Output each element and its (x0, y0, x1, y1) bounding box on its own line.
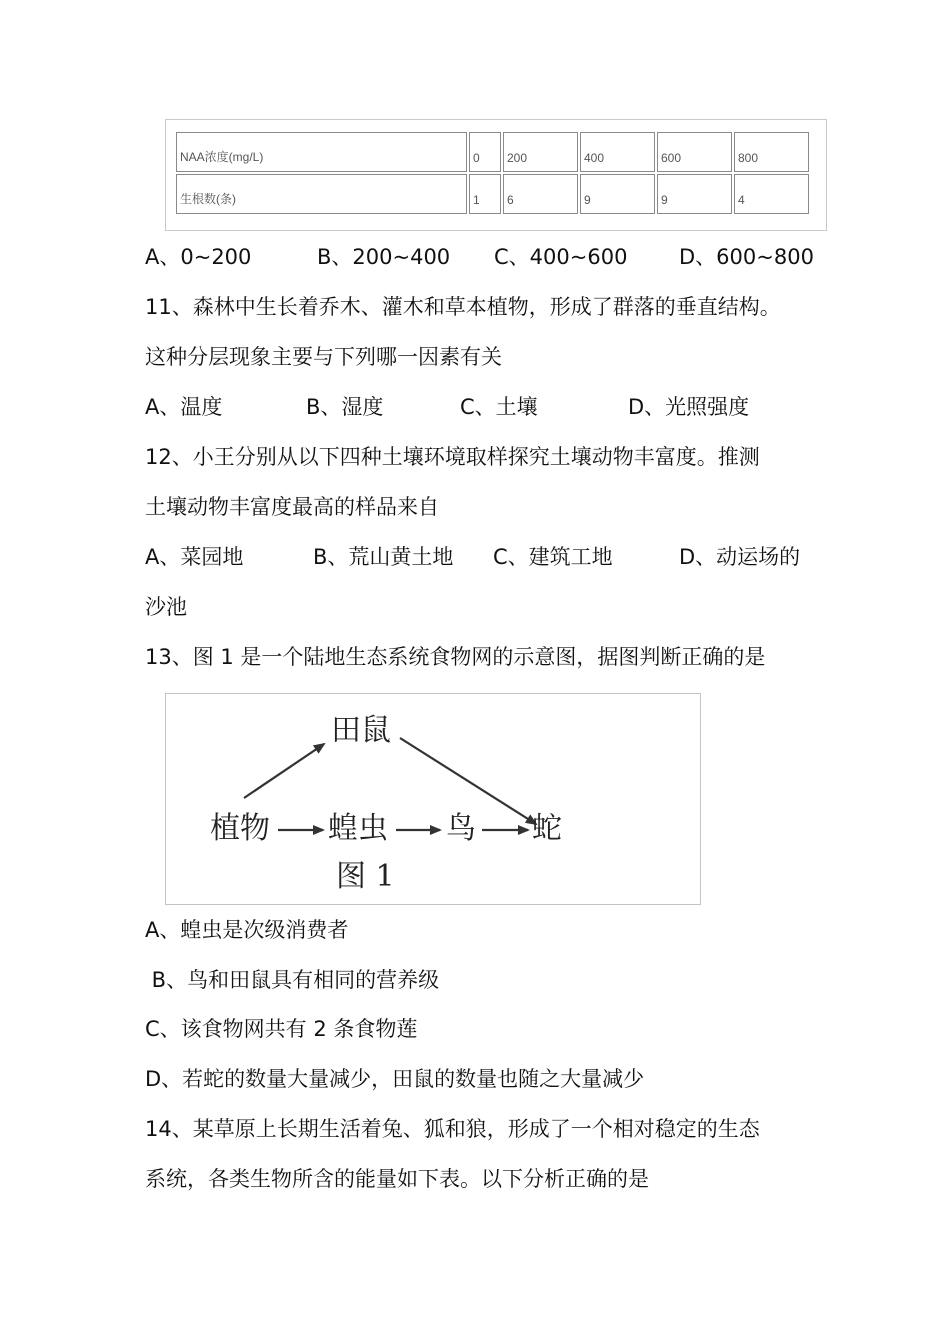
table-cell: 9 (657, 174, 732, 214)
food-web-arrows (166, 694, 702, 906)
node-bird: 鸟 (446, 811, 476, 846)
table-cell: 0 (469, 132, 501, 172)
q11-option-a: A、温度 (145, 395, 223, 419)
q14-stem-line1: 14、某草原上长期生活着兔、狐和狼，形成了一个相对稳定的生态 (145, 1117, 760, 1141)
naa-table (174, 130, 811, 216)
q13-option-a: A、蝗虫是次级消费者 (145, 918, 349, 942)
q10-option-d: D、600~800 (679, 245, 814, 269)
table-cell: 800 (734, 132, 809, 172)
q12-option-c: C、建筑工地 (493, 545, 613, 569)
food-web-figure (165, 693, 701, 905)
table-row (176, 132, 809, 172)
q10-option-c: C、400~600 (494, 245, 628, 269)
q13-stem-line1: 13、图 1 是一个陆地生态系统食物网的示意图，据图判断正确的是 (145, 645, 766, 669)
arrow-plant-to-mouse (244, 744, 324, 798)
table-cell: 6 (503, 174, 578, 214)
node-locust: 蝗虫 (328, 811, 388, 846)
q11-option-d: D、光照强度 (628, 395, 750, 419)
q14-stem-line2: 系统，各类生物所含的能量如下表。以下分析正确的是 (145, 1167, 649, 1191)
table-cell: 200 (503, 132, 578, 172)
node-snake: 蛇 (532, 811, 562, 846)
q10-option-b: B、200~400 (317, 245, 451, 269)
table-cell: 9 (580, 174, 655, 214)
q12-option-b: B、荒山黄土地 (313, 545, 454, 569)
table-cell: 400 (580, 132, 655, 172)
q12-stem-line1: 12、小王分别从以下四种土壤环境取样探究土壤动物丰富度。推测 (145, 445, 760, 469)
q13-option-b: B、鸟和田鼠具有相同的营养级 (145, 968, 440, 992)
node-field-mouse: 田鼠 (331, 713, 391, 748)
q10-option-a: A、0~200 (145, 245, 252, 269)
figure-caption: 图 1 (336, 859, 395, 894)
table-row (176, 174, 809, 214)
q13-option-c: C、该食物网共有 2 条食物莲 (145, 1017, 418, 1041)
table-cell: 4 (734, 174, 809, 214)
table-cell: 1 (469, 174, 501, 214)
q12-option-a: A、菜园地 (145, 545, 244, 569)
table-cell: 生根数(条) (176, 174, 467, 214)
q12-option-d: D、动运场的 (679, 545, 801, 569)
q11-option-b: B、湿度 (306, 395, 384, 419)
q13-option-d: D、若蛇的数量大量减少，田鼠的数量也随之大量减少 (145, 1067, 645, 1091)
q11-option-c: C、土壤 (460, 395, 538, 419)
q11-stem-line2: 这种分层现象主要与下列哪一因素有关 (145, 345, 502, 369)
naa-table-frame (165, 119, 827, 231)
table-cell: NAA浓度(mg/L) (176, 132, 467, 172)
node-plant: 植物 (210, 811, 270, 846)
table-cell: 600 (657, 132, 732, 172)
q11-stem-line1: 11、森林中生长着乔木、灌木和草本植物，形成了群落的垂直结构。 (145, 295, 781, 319)
q12-option-d-continued: 沙池 (145, 595, 187, 619)
q12-stem-line2: 土壤动物丰富度最高的样品来自 (145, 495, 439, 519)
